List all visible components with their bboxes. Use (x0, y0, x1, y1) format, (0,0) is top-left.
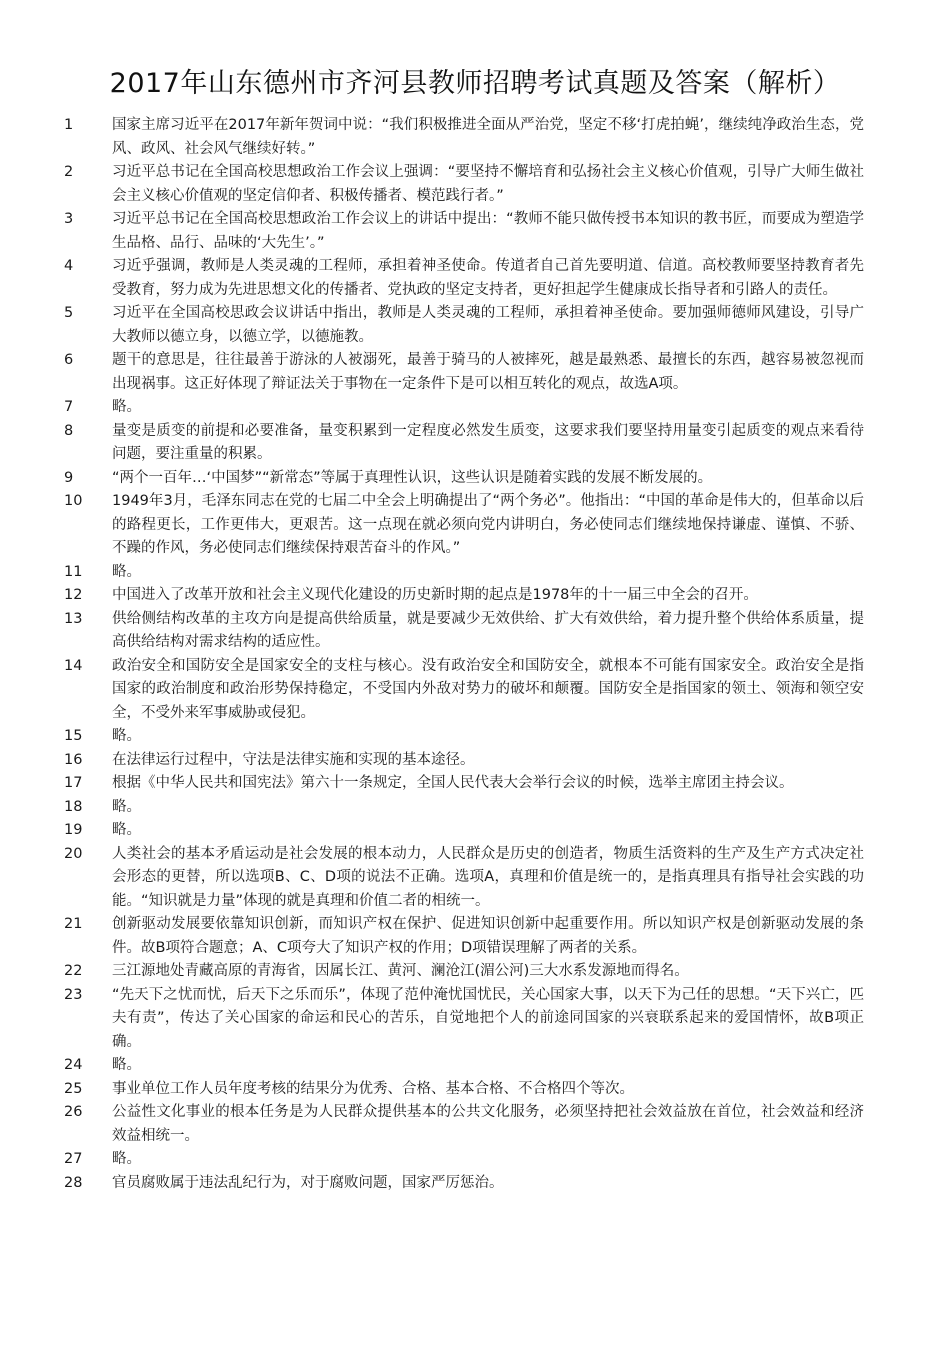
answer-number: 3 (64, 211, 74, 227)
answer-item (0, 208, 950, 255)
answer-text: 事业单位工作人员年度考核的结果分为优秀、合格、基本合格、不合格四个等次。 (112, 1080, 634, 1097)
answer-number: 20 (64, 845, 83, 862)
answer-text: 根据《中华人民共和国宪法》第六十一条规定，全国人民代表大会举行会议的时候，选举主席团主持会议。 (112, 775, 794, 791)
answer-item (0, 1054, 950, 1078)
answer-number: 28 (64, 1174, 83, 1191)
answer-number: 25 (64, 1080, 83, 1097)
answer-item (0, 1078, 950, 1102)
answer-number: 21 (64, 916, 83, 932)
answer-item (0, 725, 950, 749)
answer-text: 官员腐败属于违法乱纪行为，对于腐败问题，国家严厉惩治。 (112, 1174, 504, 1191)
answer-text: 略。 (112, 399, 141, 415)
answer-text: “两个一百年…‘中国梦”“新常态”等属于真理性认识，这些认识是随着实践的发展不断发展的。 (112, 469, 713, 486)
answer-text: 中国进入了改革开放和社会主义现代化建设的历史新时期的起点是1978年的十一届三中全会的召开。 (112, 587, 758, 603)
answer-text: 国家主席习近平在2017年新年贺词中说：“我们积极推进全面从严治党，坚定不移‘打虎拍蝇’，继续纯净政治生态，党风、政风、社会风气继续好转。” (112, 117, 864, 157)
answer-item (0, 913, 950, 960)
answer-text: 供给侧结构改革的主攻方向是提高供给质量，就是要减少无效供给、扩大有效供给，着力提升整个供给体系质量，提高供给结构对需求结构的适应性。 (112, 610, 864, 650)
answer-number: 23 (64, 986, 83, 1003)
answer-number: 8 (64, 422, 74, 439)
answer-text: 三江源地处青藏高原的青海省，因属长江、黄河、澜沧江(湄公河)三大水系发源地而得名。 (112, 963, 689, 979)
answer-item (0, 396, 950, 420)
answer-number: 10 (64, 493, 83, 509)
answer-number: 15 (64, 728, 83, 744)
document-title: 2017年山东德州市齐河县教师招聘考试真题及答案（解析） (109, 68, 841, 99)
answer-text: 人类社会的基本矛盾运动是社会发展的根本动力，人民群众是历史的创造者，物质生活资料的生产及生产方式决定社会形态的更替，所以选项B、C、D项的说法不正确。选项A，真理和价值是统一的，是指真理具有指导社会实践的功能。“知识就是力量”体现的就是真理和价值二者的相统一。 (112, 845, 864, 909)
answer-item (0, 561, 950, 585)
answer-item (0, 796, 950, 820)
answer-text: 略。 (112, 1057, 141, 1073)
answer-item (0, 984, 950, 1055)
answer-item (0, 608, 950, 655)
answer-item (0, 843, 950, 914)
answer-item (0, 749, 950, 773)
answer-item (0, 819, 950, 843)
answer-text: 略。 (112, 728, 141, 744)
answer-number: 5 (64, 305, 74, 321)
answer-number: 17 (64, 775, 83, 791)
answer-number: 9 (64, 469, 74, 486)
answer-number: 2 (64, 164, 74, 180)
answer-item (0, 1172, 950, 1196)
answer-item (0, 255, 950, 302)
answer-text: 1949年3月，毛泽东同志在党的七届二中全会上明确提出了“两个务必”。他指出：“中国的革命是伟大的，但革命以后的路程更长，工作更伟大，更艰苦。这一点现在就必须向党内讲明白，务必使同志们继续地保持谦虚、谨慎、不骄、不躁的作风，务必使同志们继续保持艰苦奋斗的作风。” (112, 493, 864, 556)
answer-item (0, 1101, 950, 1148)
answer-number: 7 (64, 399, 74, 415)
answer-text: 习近平总书记在全国高校思想政治工作会议上的讲话中提出：“教师不能只做传授书本知识的教书匠，而要成为塑造学生品格、品行、品味的‘大先生’。” (112, 211, 864, 251)
answer-number: 6 (64, 352, 74, 368)
answer-text: 习近乎强调，教师是人类灵魂的工程师，承担着神圣使命。传道者自己首先要明道、信道。高校教师要坚持教育者先受教育，努力成为先进思想文化的传播者、党执政的坚定支持者，更好担起学生健康成长指导者和引路人的责任。 (112, 258, 864, 298)
answer-text: 题干的意思是，往往最善于游泳的人被溺死，最善于骑马的人被摔死，越是最熟悉、最擅长的东西，越容易被忽视而出现祸事。这正好体现了辩证法关于事物在一定条件下是可以相互转化的观点，故选A项。 (112, 352, 864, 392)
answer-number: 22 (64, 963, 83, 979)
answer-text: 政治安全和国防安全是国家安全的支柱与核心。没有政治安全和国防安全，就根本不可能有国家安全。政治安全是指国家的政治制度和政治形势保持稳定，不受国内外敌对势力的破坏和颠覆。国防安全是指国家的领土、领海和领空安全，不受外来军事威胁或侵犯。 (112, 657, 864, 721)
answer-list (0, 114, 950, 1195)
answer-item (0, 420, 950, 467)
answer-number: 24 (64, 1057, 83, 1073)
answer-text: 略。 (112, 563, 141, 580)
answer-number: 4 (64, 258, 74, 274)
answer-number: 12 (64, 587, 83, 603)
answer-text: 公益性文化事业的根本任务是为人民群众提供基本的公共文化服务，必须坚持把社会效益放在首位，社会效益和经济效益相统一。 (112, 1104, 864, 1144)
answer-text: 略。 (112, 798, 141, 815)
answer-number: 16 (64, 751, 83, 768)
answer-text: 量变是质变的前提和必要准备，量变积累到一定程度必然发生质变，这要求我们要坚持用量变引起质变的观点来看待问题，要注重量的积累。 (112, 422, 864, 462)
answer-item (0, 302, 950, 349)
answer-number: 19 (64, 822, 83, 838)
answer-text: 略。 (112, 822, 141, 838)
answer-number: 13 (64, 610, 83, 627)
answer-item (0, 772, 950, 796)
answer-item (0, 490, 950, 561)
answer-item (0, 349, 950, 396)
answer-number: 11 (64, 563, 83, 580)
answer-number: 26 (64, 1104, 83, 1120)
answer-item (0, 1148, 950, 1172)
answer-text: 习近平在全国高校思政会议讲话中指出，教师是人类灵魂的工程师，承担着神圣使命。要加强师德师风建设，引导广大教师以德立身，以德立学，以德施教。 (112, 305, 864, 345)
answer-item (0, 467, 950, 491)
answer-number: 18 (64, 798, 83, 815)
answer-item (0, 114, 950, 161)
answer-number: 27 (64, 1151, 83, 1167)
answer-text: 创新驱动发展要依靠知识创新，而知识产权在保护、促进知识创新中起重要作用。所以知识产权是创新驱动发展的条件。故B项符合题意；A、C项夸大了知识产权的作用；D项错误理解了两者的关系。 (112, 916, 864, 956)
answer-item (0, 960, 950, 984)
answer-text: “先天下之忧而忧，后天下之乐而乐”，体现了范仲淹忧国忧民，关心国家大事，以天下为己任的思想。“天下兴亡，匹夫有责”，传达了关心国家的命运和民心的苦乐，自觉地把个人的前途同国家的兴衰联系起来的爱国情怀，故B项正确。 (112, 986, 864, 1050)
answer-text: 习近平总书记在全国高校思想政治工作会议上强调：“要坚持不懈培育和弘扬社会主义核心价值观，引导广大师生做社会主义核心价值观的坚定信仰者、积极传播者、模范践行者。” (112, 164, 864, 204)
answer-number: 1 (64, 117, 74, 133)
answer-text: 在法律运行过程中，守法是法律实施和实现的基本途径。 (112, 751, 475, 768)
answer-item (0, 584, 950, 608)
answer-item (0, 161, 950, 208)
answer-text: 略。 (112, 1151, 141, 1167)
answer-item (0, 655, 950, 726)
answer-number: 14 (64, 657, 83, 674)
